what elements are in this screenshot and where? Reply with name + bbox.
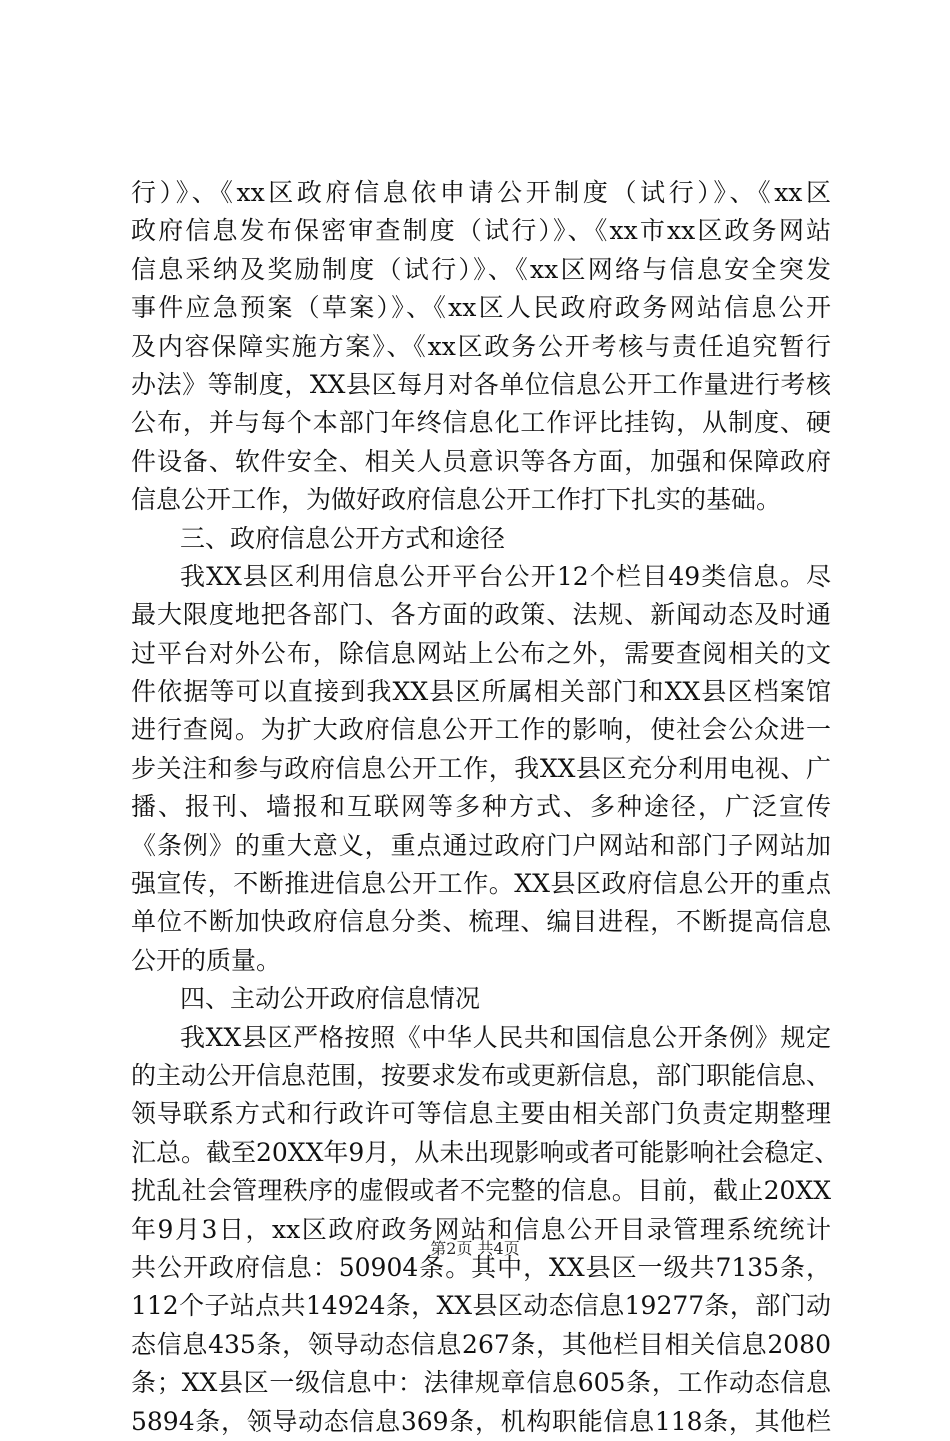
text-line: 《条例》的重大意义，重点通过政府门户网站和部门子网站加 bbox=[131, 830, 831, 860]
text-line: 件设备、软件安全、相关人员意识等各方面，加强和保障政府 bbox=[131, 446, 831, 476]
text-line: 最大限度地把各部门、各方面的政策、法规、新闻动态及时通 bbox=[131, 600, 831, 630]
text-line: 公布，并与每个本部门年终信息化工作评比挂钩，从制度、硬 bbox=[131, 408, 831, 438]
text-line: 单位不断加快政府信息分类、梳理、编目进程，不断提高信息 bbox=[131, 907, 831, 937]
section-heading: 四、主动公开政府信息情况 bbox=[180, 984, 481, 1014]
text-line: 强宣传，不断推进信息公开工作。XX县区政府信息公开的重点 bbox=[131, 869, 831, 899]
text-line: 及内容保障实施方案》、《xx区政务公开考核与责任追究暂行 bbox=[131, 331, 831, 361]
text-line: 年9月3日，xx区政府政务网站和信息公开目录管理系统统计 bbox=[131, 1214, 831, 1244]
text-line: 条；XX县区一级信息中：法律规章信息605条，工作动态信息 bbox=[131, 1368, 831, 1398]
text-line: 政府信息发布保密审查制度（试行）》、《xx市xx区政务网站 bbox=[131, 216, 831, 246]
text-line: 信息采纳及奖励制度（试行）》、《xx区网络与信息安全突发 bbox=[131, 254, 831, 284]
text-line: 步关注和参与政府信息公开工作，我XX县区充分利用电视、广 bbox=[131, 753, 831, 783]
text-line: 事件应急预案（草案）》、《xx区人民政府政务网站信息公开 bbox=[131, 293, 831, 323]
text-line: 办法》等制度，XX县区每月对各单位信息公开工作量进行考核 bbox=[131, 369, 831, 399]
text-line: 112个子站点共14924条，XX县区动态信息19277条，部门动 bbox=[131, 1291, 831, 1321]
text-line: 进行查阅。为扩大政府信息公开工作的影响，使社会公众进一 bbox=[131, 715, 831, 745]
text-line: 件依据等可以直接到我XX县区所属相关部门和XX县区档案馆 bbox=[131, 677, 831, 707]
text-line: 信息公开工作，为做好政府信息公开工作打下扎实的基础。 bbox=[131, 485, 782, 515]
text-line: 行）》、《xx区政府信息依申请公开制度（试行）》、《xx区 bbox=[131, 178, 831, 207]
text-line: 播、报刊、墙报和互联网等多种方式、多种途径，广泛宣传 bbox=[131, 792, 831, 822]
text-line: 5894条，领导动态信息369条，机构职能信息118条，其他栏 bbox=[131, 1406, 831, 1436]
page-footer: 第2页 共4页 bbox=[430, 1239, 520, 1258]
text-line: 扰乱社会管理秩序的虚假或者不完整的信息。目前，截止20XX bbox=[131, 1176, 831, 1206]
text-line: 领导联系方式和行政许可等信息主要由相关部门负责定期整理 bbox=[131, 1099, 831, 1129]
section-heading: 三、政府信息公开方式和途径 bbox=[180, 523, 506, 553]
text-line: 汇总。截至20XX年9月，从未出现影响或者可能影响社会稳定、 bbox=[131, 1137, 840, 1167]
text-line: 过平台对外公布，除信息网站上公布之外，需要查阅相关的文 bbox=[131, 638, 831, 668]
text-line: 态信息435条，领导动态信息267条，其他栏目相关信息2080 bbox=[131, 1329, 831, 1359]
text-line: 我XX县区利用信息公开平台公开12个栏目49类信息。尽 bbox=[180, 561, 831, 591]
text-line: 公开的质量。 bbox=[131, 945, 282, 975]
text-line: 的主动公开信息范围，按要求发布或更新信息，部门职能信息、 bbox=[131, 1060, 832, 1090]
text-line: 我XX县区严格按照《中华人民共和国信息公开条例》规定 bbox=[180, 1022, 831, 1052]
text-line: 共公开政府信息：50904条。其中，XX县区一级共7135条， bbox=[131, 1252, 831, 1282]
